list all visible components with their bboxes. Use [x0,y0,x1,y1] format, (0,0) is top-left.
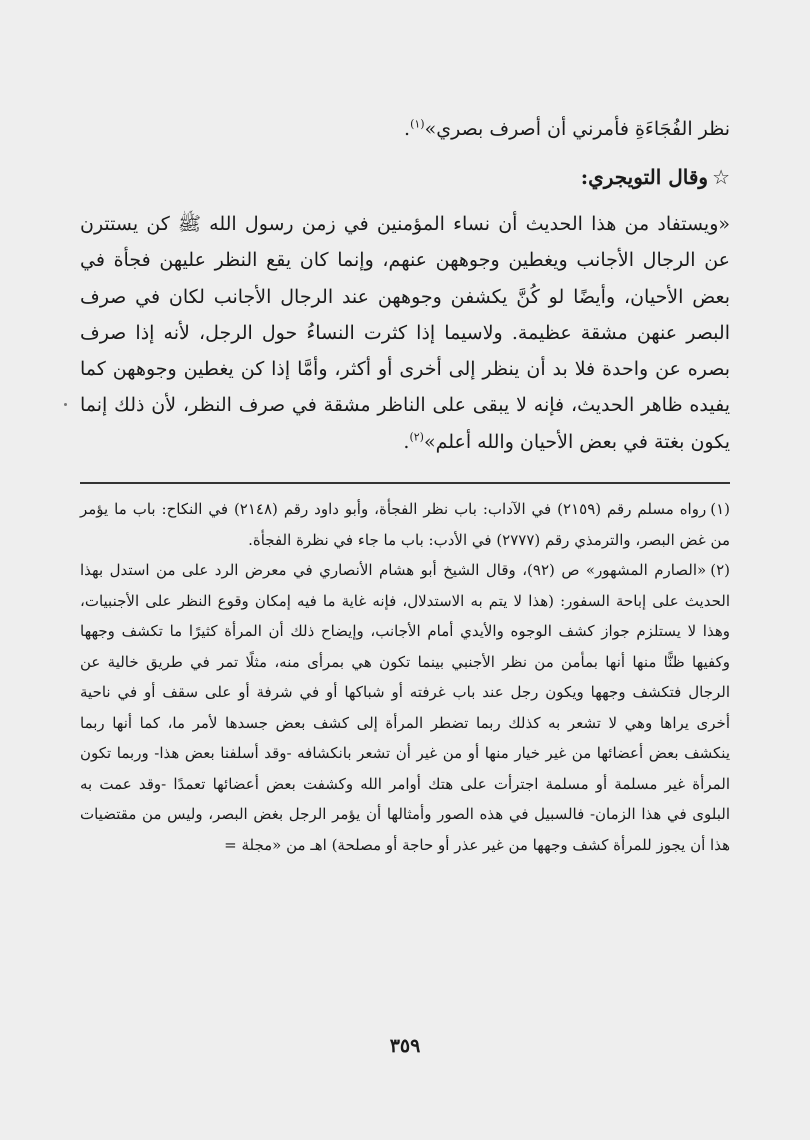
section-heading [80,156,730,198]
body-end: . [403,430,410,453]
intro-end: . [404,118,411,140]
body-text: «ويستفاد من هذا الحديث أن نساء المؤمنين في زمن رسول الله ﷺ كن يستترن عن الرجال الأجانب ويغطين وجوههن عنهم، وإنما كان يقع النظر عليهن فجأة في بعض الأحيان، وأيضًا لو كُنَّ يكشفن وجوههن عند الرجال الأجانب لكان في صرف البصر عنهن مشقة عظيمة. ولاسيما إذا كثرت النساءُ حول الرجل، لأنه إذا صرف بصره عن واحدة فلا بد أن ينظر إلى أخرى أو أكثر، وأمَّا إذا كن يغطين وجوههن كما يفيده ظاهر الحديث، فإنه لا يبقى على الناظر مشقة في صرف النظر، لأن ذلك إنما يكون بغتة في بعض الأحيان والله أعلم» [80,213,730,453]
star-icon: ☆ [712,165,730,189]
intro-text: نظر الفُجَاءَةِ فأمرني أن أصرف بصري» [424,118,730,140]
main-paragraph [80,206,730,460]
page-content [80,108,730,860]
footnote-1 [80,494,730,555]
footnote-text: «الصارم المشهور» ص (٩٢)، وقال الشيخ أبو هشام الأنصاري في معرض الرد على من استدل بهذا الحديث على إباحة السفور: (هذا لا يتم به الاستدلال، فإنه غاية ما فيه إمكان وقوع النظر على الأجنبيات، وهذا لا يستلزم جواز كشف الوجوه والأيدي أمام الأجانب، وإيضاح ذلك أن المرأة كثيرًا ما تكشف وجهها وكفيها ظنًّا منها أنها بمأمن من نظر الأجنبي بينما تكون هي بمرأى منه، مثلًا تمر في طريق خالية عن الرجال فتكشف وجهها ويكون رجل عند باب غرفته أو شباكها أو في شرفة أو على سقف أو في ناحية أخرى يراها وهي لا تشعر به كذلك ربما تضطر المرأة إلى كشف بعض جسدها لأمر ما، كما أنها ربما ينكشف بعض أعضائها من غير خيار منها أو من غير أن تشعر بانكشافه -وقد أسلفنا بعض هذا- وربما تكون المرأة غير مسلمة أو مسلمة اجترأت على هتك أوامر الله وكشفت بعض أعضائها تعمدًا -وقد عمت به البلوى في هذا الزمان- فالسبيل في هذه الصور وأمثالها أن يؤمر الرجل بغض البصر، وليس من مقتضيات هذا أن يجوز للمرأة كشف وجهها من غير عذر أو حاجة أو مصلحة) اهـ من «مجلة = [80,561,730,854]
footnote-ref-1: (١) [410,117,425,131]
footnotes [80,494,730,860]
body-paragraph [80,206,730,460]
footnote-ref-2: (٢) [409,430,424,444]
intro-line [80,108,730,150]
footnote-text: رواه مسلم رقم (٢١٥٩) في الآداب: باب نظر الفجأة، وأبو داود رقم (٢١٤٨) في النكاح: باب ما يؤمر من غض البصر، والترمذي رقم (٢٧٧٧) في الأدب: باب ما جاء في نظرة الفجأة. [80,500,730,549]
heading-text: وقال التويجري: [580,165,709,189]
page-number: ٣٥٩ [389,1035,421,1057]
footnote-2 [80,555,730,860]
footnote-number: (٢) [710,561,730,580]
scan-speck [64,403,67,406]
footnote-divider [80,482,730,484]
footnote-number: (١) [710,500,730,519]
